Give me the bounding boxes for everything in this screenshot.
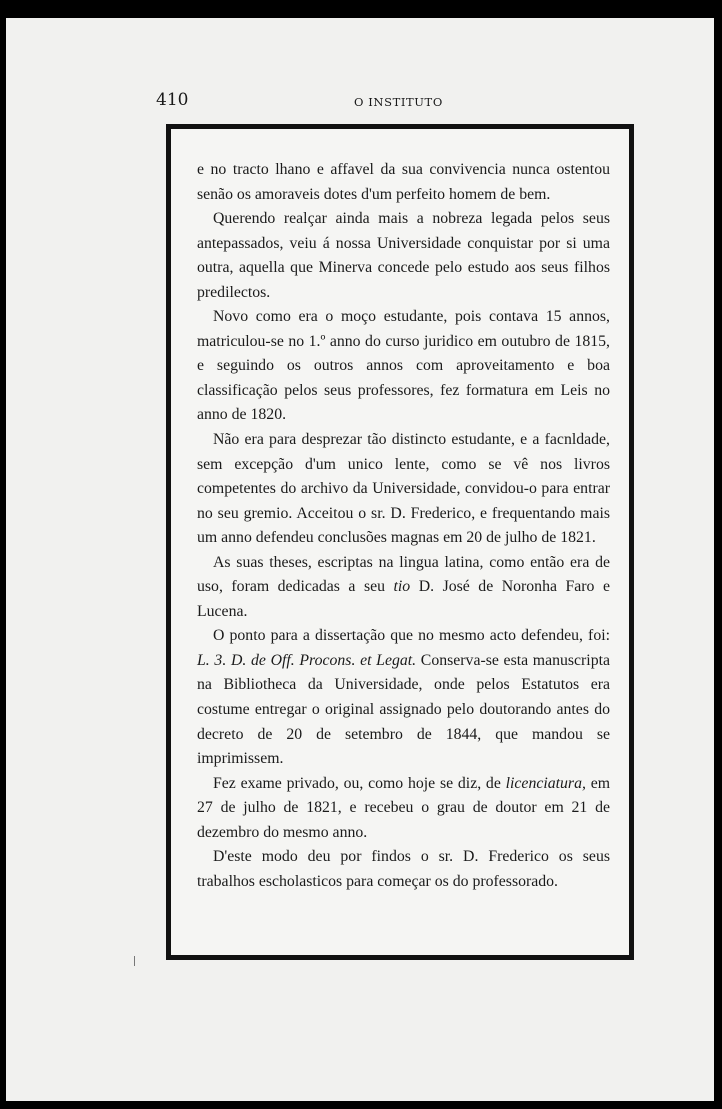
text-run: O ponto para a dissertação que no mesmo acto defendeu, foi: — [213, 627, 610, 645]
paragraph — [197, 305, 610, 428]
paragraph — [197, 845, 610, 894]
paragraph — [197, 624, 610, 771]
text-run: Fez exame privado, ou, como hoje se diz, de — [213, 774, 506, 792]
body-text — [197, 158, 610, 894]
text-run: Novo como era o moço estudante, pois contava 15 annos, matriculou-se no 1.º anno do curso juridico em outubro de 1815, e seguindo os outros annos com aproveitamento e boa classificação pelos seus professores, fez formatura em Leis no anno de 1820. — [197, 308, 610, 424]
page-number: 410 — [156, 90, 189, 110]
text-run: D'este modo deu por findos o sr. D. Frederico os seus trabalhos escholasticos para começar os do professorado. — [197, 848, 610, 890]
paragraph — [197, 772, 610, 846]
italic-text: L. 3. D. de Off. Procons. et Legat. — [197, 651, 417, 669]
paragraph — [197, 551, 610, 625]
margin-mark — [134, 956, 135, 966]
italic-text: licenciatura, — [505, 774, 586, 792]
text-frame — [166, 124, 634, 960]
paragraph — [197, 158, 610, 207]
running-title: O INSTITUTO — [354, 95, 443, 109]
paragraph — [197, 207, 610, 305]
text-run: Conserva-se esta manuscripta na Bibliotheca da Universidade, onde pelos Estatutos era costume entregar o original assignado pelo doutorando antes do decreto de 20 de setembro de 1844, que mandou se imprimissem. — [197, 651, 610, 768]
text-run: e no tracto lhano e affavel da sua convivencia nunca ostentou senão os amoraveis dotes d'um perfeito homem de bem. — [197, 161, 610, 203]
italic-text: tio — [393, 578, 411, 596]
text-run: Querendo realçar ainda mais a nobreza legada pelos seus antepassados, veiu á nossa Universidade conquistar por si uma outra, aquella que Minerva concede pelo estudo aos seus filhos predilectos. — [197, 210, 610, 301]
text-run: D. José de Noronha Faro e Lucena. — [197, 578, 610, 620]
text-run: As suas theses, escriptas na lingua latina, como então era de uso, foram dedicadas a seu — [197, 553, 610, 596]
text-run: em 27 de julho de 1821, e recebeu o grau de doutor em 21 de dezembro do mesmo anno. — [197, 774, 611, 841]
paragraph — [197, 428, 610, 551]
book-page — [6, 18, 714, 1101]
text-run: Não era para desprezar tão distincto estudante, e a facnldade, sem excepção d'um unico lente, como se vê nos livros competentes do archivo da Universidade, convidou-o para entrar no seu gremio. Acceitou o sr. D. Frederico, e frequentando mais um anno defendeu conclusões magnas em 20 de julho de 1821. — [197, 431, 610, 547]
